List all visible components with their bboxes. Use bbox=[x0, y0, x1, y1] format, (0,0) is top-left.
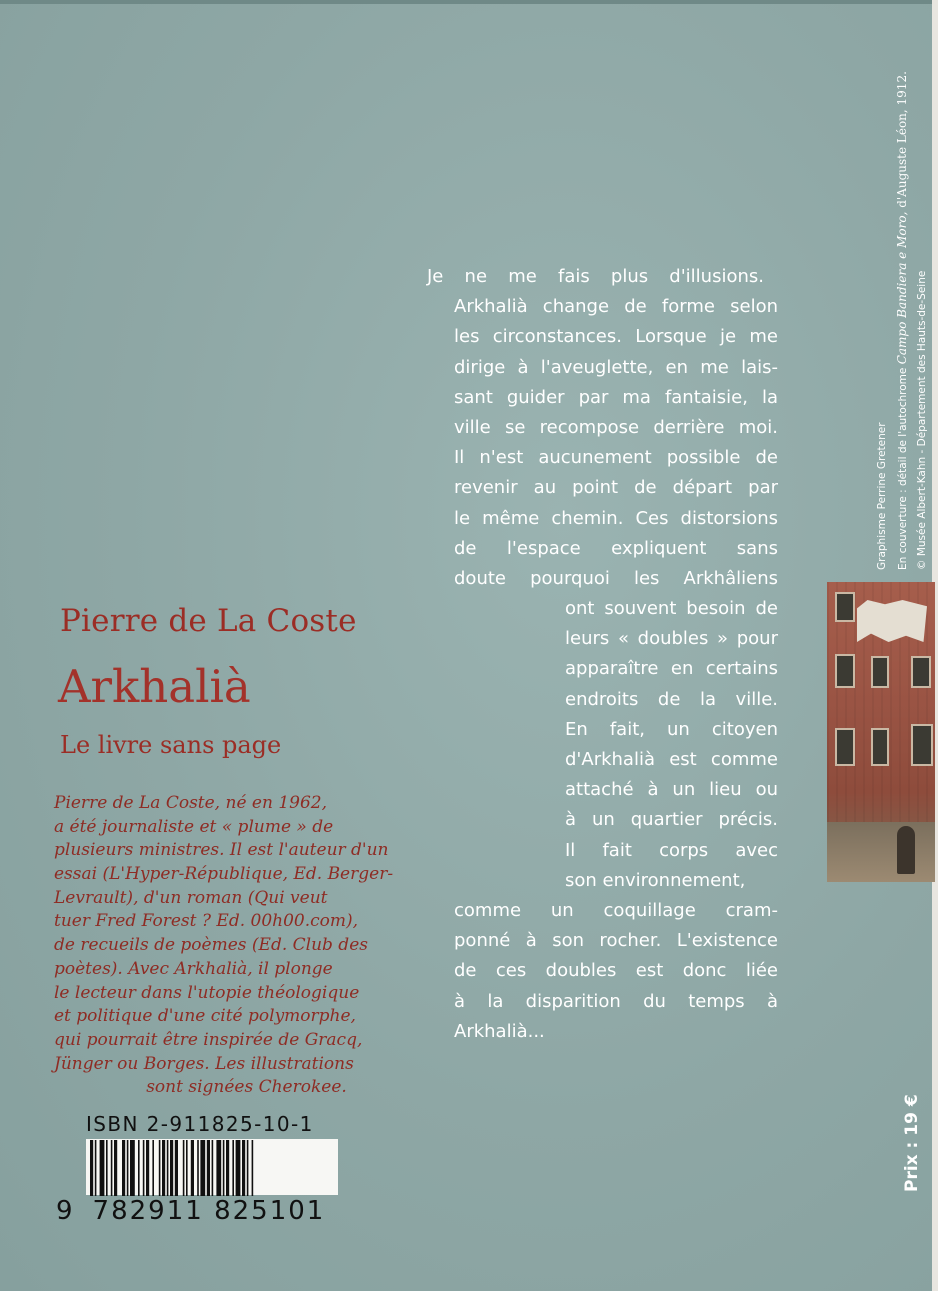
bio-line: poètes). Avec Arkhalià, il plonge bbox=[54, 958, 333, 979]
barcode-bar bbox=[175, 1140, 178, 1196]
excerpt-line: à la disparition du temps à bbox=[454, 990, 778, 1012]
excerpt-line: Arkhalià... bbox=[454, 1020, 545, 1042]
barcode-bar bbox=[207, 1140, 210, 1196]
excerpt-line: ville se recompose derrière moi. bbox=[454, 416, 778, 438]
excerpt-line: ont souvent besoin de bbox=[565, 598, 778, 620]
excerpt-line: revenir au point de départ par bbox=[454, 477, 778, 499]
barcode-bar bbox=[111, 1140, 113, 1196]
excerpt-line: de l'espace expliquent sans bbox=[454, 537, 778, 559]
excerpt-line: En fait, un citoyen bbox=[565, 718, 778, 740]
barcode-bar bbox=[247, 1140, 249, 1196]
photo-window bbox=[911, 656, 931, 688]
excerpt-line: les circonstances. Lorsque je me bbox=[454, 326, 778, 348]
barcode-bar bbox=[242, 1140, 245, 1196]
barcode-bar bbox=[114, 1140, 117, 1196]
barcode-bar bbox=[167, 1140, 169, 1196]
cover-photo-detail bbox=[827, 582, 935, 882]
author-bio bbox=[54, 792, 439, 1100]
barcode-bar bbox=[212, 1140, 214, 1196]
credit-cover-suffix: d'Auguste Léon, 1912. bbox=[895, 71, 909, 212]
bio-line: a été journaliste et « plume » de bbox=[54, 816, 334, 837]
excerpt-line: Je ne me fais plus d'illusions. bbox=[427, 266, 764, 287]
excerpt-line: Il n'est aucunement possible de bbox=[454, 447, 778, 469]
bio-line: Jünger ou Borges. Les illustrations bbox=[54, 1053, 354, 1074]
photo-window bbox=[835, 592, 855, 622]
barcode-bar bbox=[232, 1140, 234, 1196]
photo-window bbox=[835, 728, 855, 766]
barcode-bar bbox=[146, 1140, 149, 1196]
excerpt-line: son environnement, bbox=[565, 869, 746, 891]
barcode-bar bbox=[197, 1140, 199, 1196]
barcode-bar bbox=[200, 1140, 205, 1196]
barcode-bar bbox=[100, 1140, 105, 1196]
bio-line: Pierre de La Coste, né en 1962, bbox=[54, 793, 327, 813]
excerpt-line: apparaître en certains bbox=[565, 658, 778, 680]
barcode-bar bbox=[183, 1140, 185, 1196]
excerpt-line: le même chemin. Ces distorsions bbox=[454, 507, 778, 529]
book-subtitle: Le livre sans page bbox=[60, 731, 282, 759]
barcode-bar bbox=[236, 1140, 241, 1196]
photo-street bbox=[827, 822, 935, 882]
excerpt-line: ponné à son rocher. L'existence bbox=[454, 930, 778, 952]
photo-window bbox=[871, 728, 889, 766]
excerpt-line: Il fait corps avec bbox=[565, 839, 778, 861]
bio-line: tuer Fred Forest ? Ed. 00h00.com), bbox=[54, 911, 359, 932]
ean-digits bbox=[56, 1196, 325, 1226]
excerpt-line: sant guider par ma fantaisie, la bbox=[454, 386, 778, 408]
credit-cover-prefix: En couverture : détail de l'autochrome bbox=[897, 364, 909, 570]
ean-first-digit: 9 bbox=[56, 1196, 75, 1226]
excerpt-line: endroits de la ville. bbox=[565, 688, 778, 710]
photo-window bbox=[871, 656, 889, 688]
barcode-bar bbox=[95, 1140, 97, 1196]
barcode-bar bbox=[152, 1140, 154, 1196]
book-title: Arkhalià bbox=[58, 660, 251, 713]
bio-line: essai (L'Hyper-République, Ed. Berger- bbox=[54, 864, 394, 885]
photo-window bbox=[835, 654, 855, 688]
credit-copyright: © Musée Albert-Kahn - Département des Hauts-de-Seine bbox=[916, 270, 928, 570]
excerpt-line: à un quartier précis. bbox=[565, 809, 778, 831]
barcode-bar bbox=[223, 1140, 225, 1196]
cover-top-edge bbox=[0, 0, 938, 4]
author-name: Pierre de La Coste bbox=[60, 603, 357, 639]
barcode-bar bbox=[159, 1140, 161, 1196]
photo-window bbox=[911, 724, 933, 766]
barcode-bar bbox=[143, 1140, 145, 1196]
excerpt-line: attaché à un lieu ou bbox=[565, 779, 778, 801]
cover-credits bbox=[872, 0, 932, 570]
barcode-bar bbox=[252, 1140, 254, 1196]
barcode-bar bbox=[106, 1140, 108, 1196]
barcode-bar bbox=[122, 1140, 125, 1196]
credit-cover bbox=[892, 0, 912, 570]
excerpt-line: doute pourquoi les Arkhâliens bbox=[454, 567, 778, 589]
price-label: Prix : 19 € bbox=[902, 1094, 922, 1192]
barcode-bar bbox=[90, 1140, 93, 1196]
ean-code: 782911 825101 bbox=[92, 1196, 326, 1226]
barcode-bar bbox=[226, 1140, 229, 1196]
bio-line: plusieurs ministres. Il est l'auteur d'un bbox=[54, 840, 389, 861]
excerpt-line: comme un coquillage cram- bbox=[454, 899, 778, 921]
barcode-bar bbox=[170, 1140, 173, 1196]
excerpt-text bbox=[427, 262, 780, 1047]
credit-design: Graphisme Perrine Gretener bbox=[876, 422, 888, 570]
bio-line: le lecteur dans l'utopie théologique bbox=[54, 982, 360, 1003]
barcode-bar bbox=[138, 1140, 140, 1196]
photo-person bbox=[897, 826, 915, 874]
bio-line: Levrault), d'un roman (Qui veut bbox=[54, 887, 328, 908]
barcode-bar bbox=[191, 1140, 194, 1196]
excerpt-line: leurs « doubles » pour bbox=[565, 628, 778, 650]
bio-line: de recueils de poèmes (Ed. Club des bbox=[54, 935, 368, 956]
bio-line: qui pourrait être inspirée de Gracq, bbox=[54, 1029, 363, 1050]
barcode-bar bbox=[186, 1140, 188, 1196]
isbn-label: ISBN 2-911825-10-1 bbox=[86, 1112, 314, 1136]
barcode-bar bbox=[216, 1140, 221, 1196]
excerpt-line: dirige à l'aveuglette, en me lais- bbox=[454, 356, 778, 378]
barcode-bar bbox=[162, 1140, 165, 1196]
barcode-bar bbox=[127, 1140, 129, 1196]
barcode-bar bbox=[130, 1140, 135, 1196]
excerpt-line: d'Arkhalià est comme bbox=[565, 749, 778, 770]
bio-line: sont signées Cherokee. bbox=[146, 1077, 347, 1098]
excerpt-line: de ces doubles est donc liée bbox=[454, 960, 778, 982]
excerpt-line: Arkhalià change de forme selon bbox=[454, 296, 778, 318]
bio-line: et politique d'une cité polymorphe, bbox=[54, 1006, 356, 1027]
credit-cover-work: Campo Bandiera e Moro, bbox=[895, 211, 909, 365]
